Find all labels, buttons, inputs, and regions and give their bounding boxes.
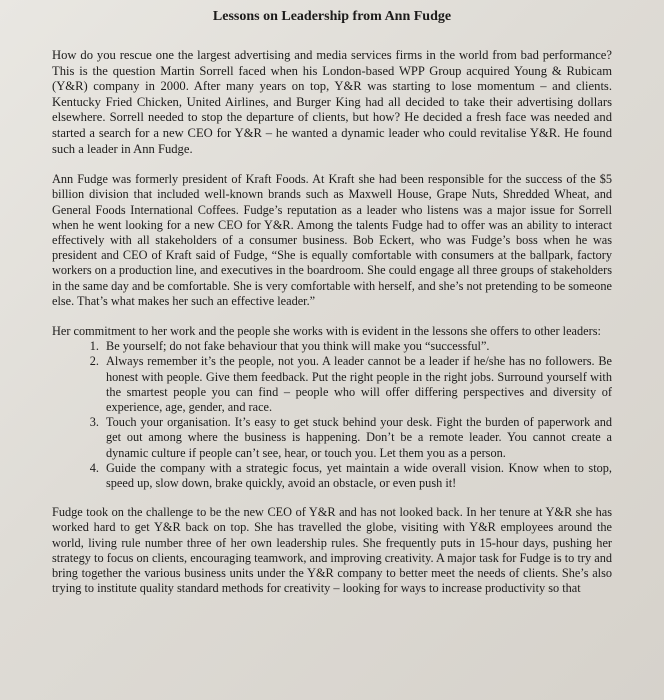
lesson-item: 4. Guide the company with a strategic focus, yet maintain a wide overall vision. Know when to stop, speed up, slow down, brake quickly, avoid an obstacle, or even push it! bbox=[102, 461, 612, 491]
lesson-item: 1. Be yourself; do not fake behaviour that you think will make you “successful”. bbox=[102, 339, 612, 354]
lesson-item: 2. Always remember it’s the people, not you. A leader cannot be a leader if he/she has no followers. Be honest with people. Give them feedback. Put the right people in the right jobs. Surround yourself with the smartest people you can find – people who will offer differing perspectives and diversity of experience, age, gender, and race. bbox=[102, 354, 612, 415]
lessons-intro: Her commitment to her work and the people she works with is evident in the lessons she offers to other leaders: bbox=[52, 323, 601, 338]
document-body bbox=[52, 8, 612, 611]
document-title: Lessons on Leadership from Ann Fudge bbox=[212, 9, 452, 24]
paragraph-rescue: How do you rescue one the largest advertising and media services firms in the world from bad performance? This is the question Martin Sorrell faced when his London-based WPP Group acquired Young & Rubicam (Y&R) company in 2000. After many years on top, Y&R was starting to lose momentum – and clients. Kentucky Fried Chicken, United Airlines, and Burger King had all decided to take their advertising dollars elsewhere. Sorrell needed to stop the departure of clients, but how? He decided a fresh face was needed and started a search for a new CEO for Y&R – he wanted a dynamic leader who could revitalise Y&R. He found such a leader in Ann Fudge. bbox=[52, 48, 612, 156]
paragraph-kraft: Ann Fudge was formerly president of Kraft Foods. At Kraft she had been responsible for the success of the $5 billion division that included well-known brands such as Maxwell House, Grape Nuts, Shredded Wheat, and General Foods International Coffees. Fudge’s reputation as a leader who listens was a major issue for Sorrell when he went looking for a new CEO for Y&R. Among the talents Fudge had to offer was an ability to interact effectively with all stakeholders of a consumer business. Bob Eckert, who was Fudge’s boss when he was president and CEO of Kraft said of Fudge, “She is equally comfortable with consumers at the ballpark, factory workers on a production line, and executives in the boardroom. She could engage all three groups of stakeholders in the same day and be comfortable. She is very comfortable with herself, and she’s not pretending to be someone else. That’s what makes her such an effective leader.” bbox=[52, 172, 612, 308]
paragraph-closing: Fudge took on the challenge to be the new CEO of Y&R and has not looked back. In her tenure at Y&R she has worked hard to get Y&R back on top. She has travelled the globe, visiting with Y&R employees around the world, living rule number three of her own leadership rules. She frequently puts in 15-hour days, pushing her strategy to focus on clients, encouraging teamwork, and improving creativity. A major task for Fudge is to try and bring together the various business units under the Y&R company to better meet the needs of clients. She’s also trying to institute quality standard methods for creativity – looking for ways to increase productivity so that bbox=[52, 505, 612, 596]
lesson-item: 3. Touch your organisation. It’s easy to get stuck behind your desk. Fight the burden of paperwork and get out among where the business is happening. Don’t be a remote leader. You cannot create a dynamic culture if people can’t see, hear, or touch you. Let them you as a person. bbox=[102, 415, 612, 461]
lessons-list bbox=[52, 339, 612, 491]
